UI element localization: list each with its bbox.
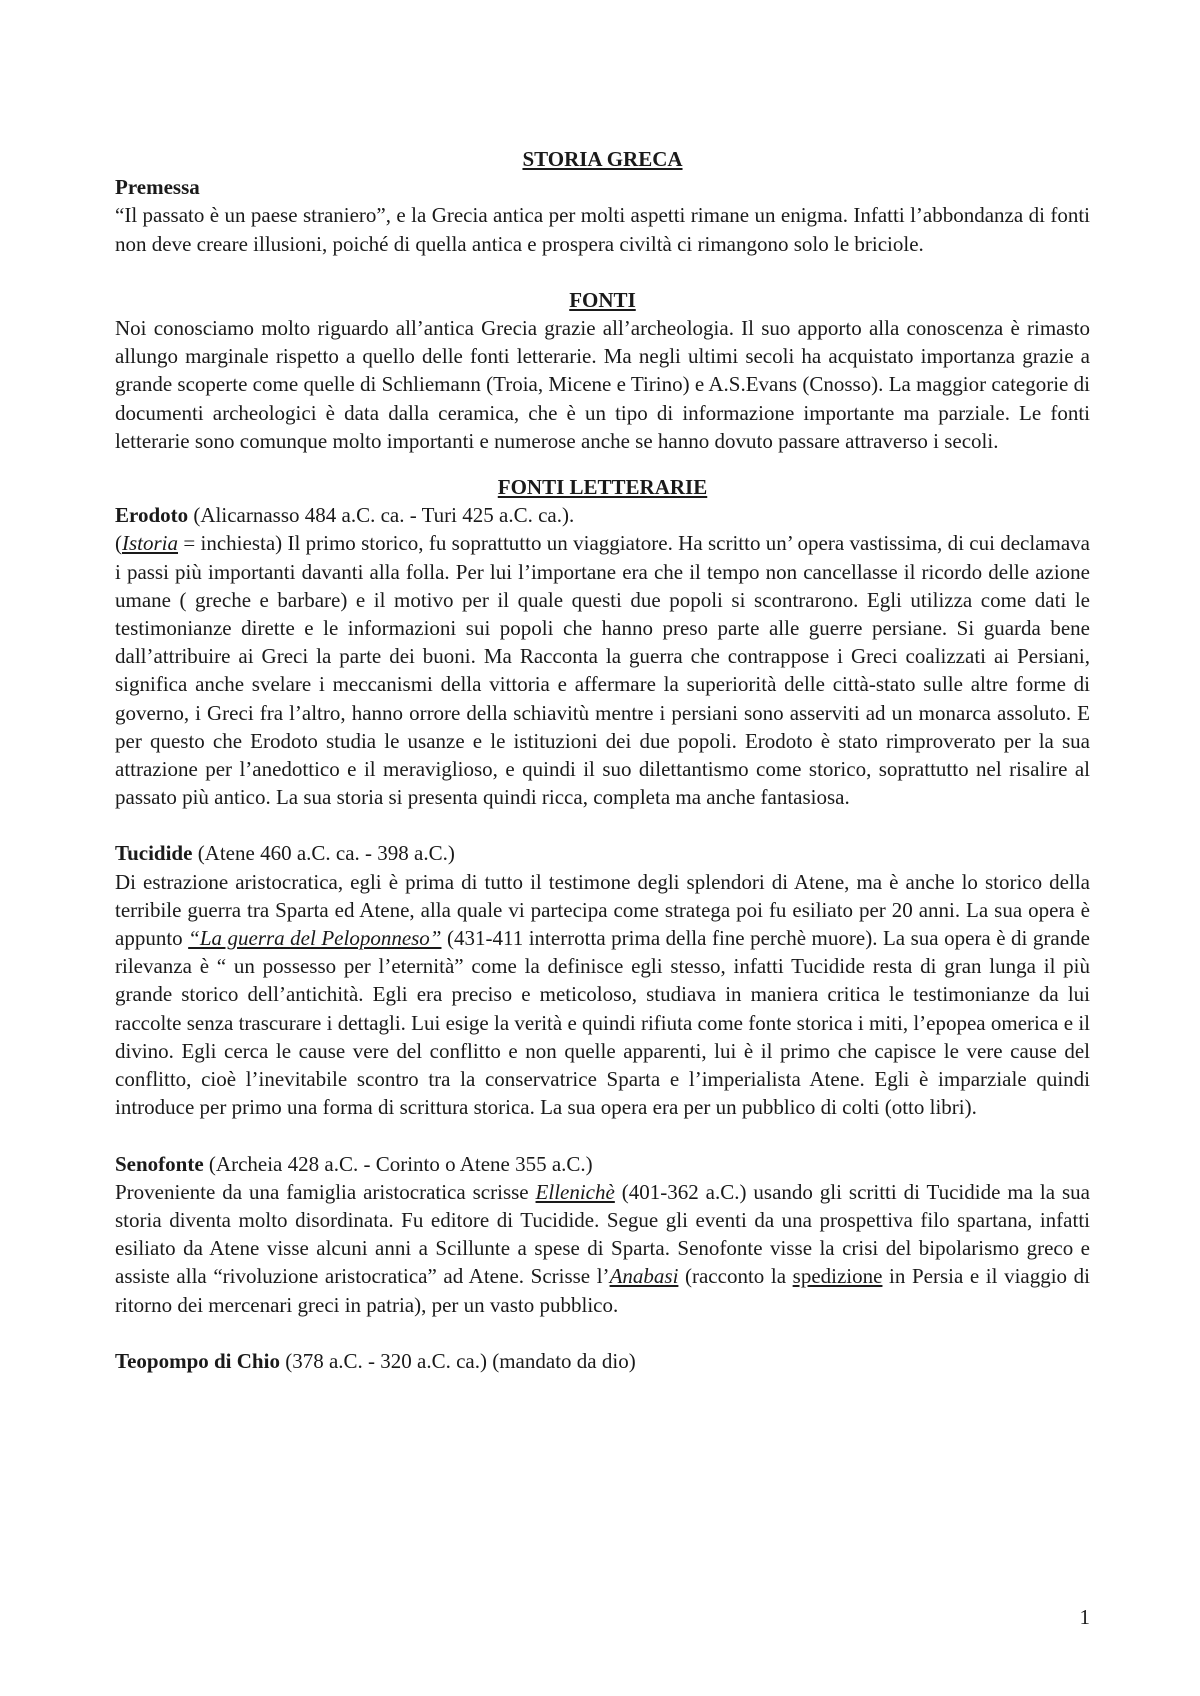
senofonte-name: Senofonte: [115, 1151, 204, 1176]
document-title: STORIA GRECA: [522, 147, 683, 171]
senofonte-text-3: (racconto la: [678, 1264, 793, 1289]
senofonte-header: [115, 1150, 1090, 1178]
erodoto-header: [115, 501, 1090, 529]
senofonte-work-ellenike: Ellenichè: [535, 1179, 615, 1204]
erodoto-text: = inchiesta) Il primo storico, fu soprattutto un viaggiatore. Ha scritto un’ opera vastissima, di cui declamava i passi più importanti davanti alla folla. Per lui l’importane era che il tempo non cancellasse il ricordo delle azione umane ( greche e barbare) e il motivo per il quale questi due popoli si scontrarono. Egli utilizza come dati le testimonianze dirette e le informazioni sui popoli che hanno preso parte alle guerre persiane. Si guarda bene dall’attribuire ai Greci la parte dei buoni. Ma Racconta la guerra che contrappose i Greci coalizzati ai Persiani, significa anche svelare i meccanismi della vittoria e affermare la superiorità delle città-stato sulle altre forme di governo, i Greci fra l’altro, hanno orrore della schiavitù mentre i persiani sono asserviti ad un monarca assoluto. E per questo che Erodoto studia le usanze e le istituzioni dei due popoli. Erodoto è stato rimproverato per la sua attrazione per l’anedottico e il meraviglioso, e quindi il suo dilettantismo come storico, soprattutto nel risalire al passato più antico. La sua storia si presenta quindi ricca, completa ma anche fantasiosa.: [115, 531, 1090, 810]
fonti-heading: FONTI: [569, 287, 636, 312]
senofonte-text-1: Proveniente da una famiglia aristocratica scrisse: [115, 1179, 536, 1204]
fonti-paragraph: Noi conosciamo molto riguardo all’antica Grecia grazie all’archeologia. Il suo apporto alla conoscenza è rimasto allungo marginale rispetto a quello delle fonti letterarie. Ma negli ultimi secoli ha acquistato importanza grazie a grande scoperte come quelle di Schliemann (Troia, Micene e Tirino) e A.S.Evans (Cnosso). La maggior categorie di documenti archeologici è data dalla ceramica, che è un tipo di informazione importante ma parziale. Le fonti letterarie sono comunque molto importanti e numerose anche se hanno dovuto passare attraverso i secoli.: [115, 316, 1090, 453]
erodoto-dates: (Alicarnasso 484 a.C. ca. - Turi 425 a.C. ca.).: [188, 503, 575, 528]
senofonte-text-2: (401-362 a.C.) usando gli scritti di Tucidide ma la sua storia diventa molto disordinata. Fu editore di Tucidide. Segue gli eventi da una prospettiva filo spartana, infatti esiliato da Atene visse alcuni anni a Scillunte a spese di Sparta. Senofonte visse la crisi del bipolarismo greco e assiste alla “rivoluzione aristocratica” ad Atene. Scrisse l’: [115, 1179, 1090, 1289]
fonti-letterarie-heading: FONTI LETTERARIE: [497, 475, 708, 500]
teopompo-dates: (378 a.C. - 320 a.C. ca.) (mandato da dio): [279, 1348, 636, 1373]
senofonte-text-4: in Persia e il viaggio di ritorno dei mercenari greci in patria), per un vasto pubblico.: [115, 1264, 1090, 1317]
premessa-paragraph: “Il passato è un paese straniero”, e la Grecia antica per molti aspetti rimane un enigma. Infatti l’abbondanza di fonti non deve creare illusioni, poiché di quella antica e prospera civiltà ci rimangono solo le briciole.: [115, 203, 1090, 256]
senofonte-work-anabasi: Anabasi: [609, 1264, 679, 1289]
premessa-heading: Premessa: [115, 175, 200, 200]
senofonte-dates: (Archeia 428 a.C. - Corinto o Atene 355 a.C.): [203, 1151, 593, 1176]
tucidide-text-before: Di estrazione aristocratica, egli è prima di tutto il testimone degli splendori di Atene, ma è anche lo storico della terribile guerra tra Sparta ed Atene, alla quale vi partecipa come stratega poi fu esiliato per 20 anni. La sua opera è appunto: [115, 869, 1090, 951]
tucidide-work: “La guerra del Peloponneso”: [188, 926, 442, 951]
tucidide-paragraph: [115, 868, 1090, 1122]
tucidide-text-after: (431-411 interrotta prima della fine perchè muore). La sua opera è di grande rilevanza è “ un possesso per l’eternità” come la definisce egli stesso, infatti Tucidide resta di gran lunga il più grande storico dell’antichità. Egli era preciso e meticoloso, studiava in maniera critica le testimonianze da lui raccolte senza trascurare i dettagli. Lui esige la verità e quindi rifiuta come fonte storica i miti, l’epopea omerica e il divino. Egli cerca le cause vere del conflitto e non quelle apparenti, lui è il primo che capisce le vere cause del conflitto, cioè l’inevitabile scontro tra la conservatrice Sparta e l’imperialista Atene. Egli è imparziale quindi introduce per primo una forma di scrittura storica. La sua opera era per un pubblico di colti (otto libri).: [115, 926, 1091, 1120]
teopompo-name: Teopompo di Chio: [115, 1348, 280, 1373]
senofonte-underlined-word: spedizione: [792, 1264, 883, 1289]
teopompo-header: [115, 1347, 1090, 1375]
tucidide-dates: (Atene 460 a.C. ca. - 398 a.C.): [192, 841, 455, 866]
erodoto-paragraph: [115, 529, 1090, 811]
tucidide-name: Tucidide: [115, 841, 193, 866]
erodoto-name: Erodoto: [115, 503, 189, 528]
senofonte-paragraph: [115, 1178, 1090, 1319]
document-body: [115, 145, 1090, 1375]
page-number: 1: [1079, 1605, 1090, 1629]
tucidide-header: [115, 839, 1090, 867]
erodoto-work: Istoria: [122, 531, 179, 556]
erodoto-open-paren: (: [115, 531, 122, 556]
